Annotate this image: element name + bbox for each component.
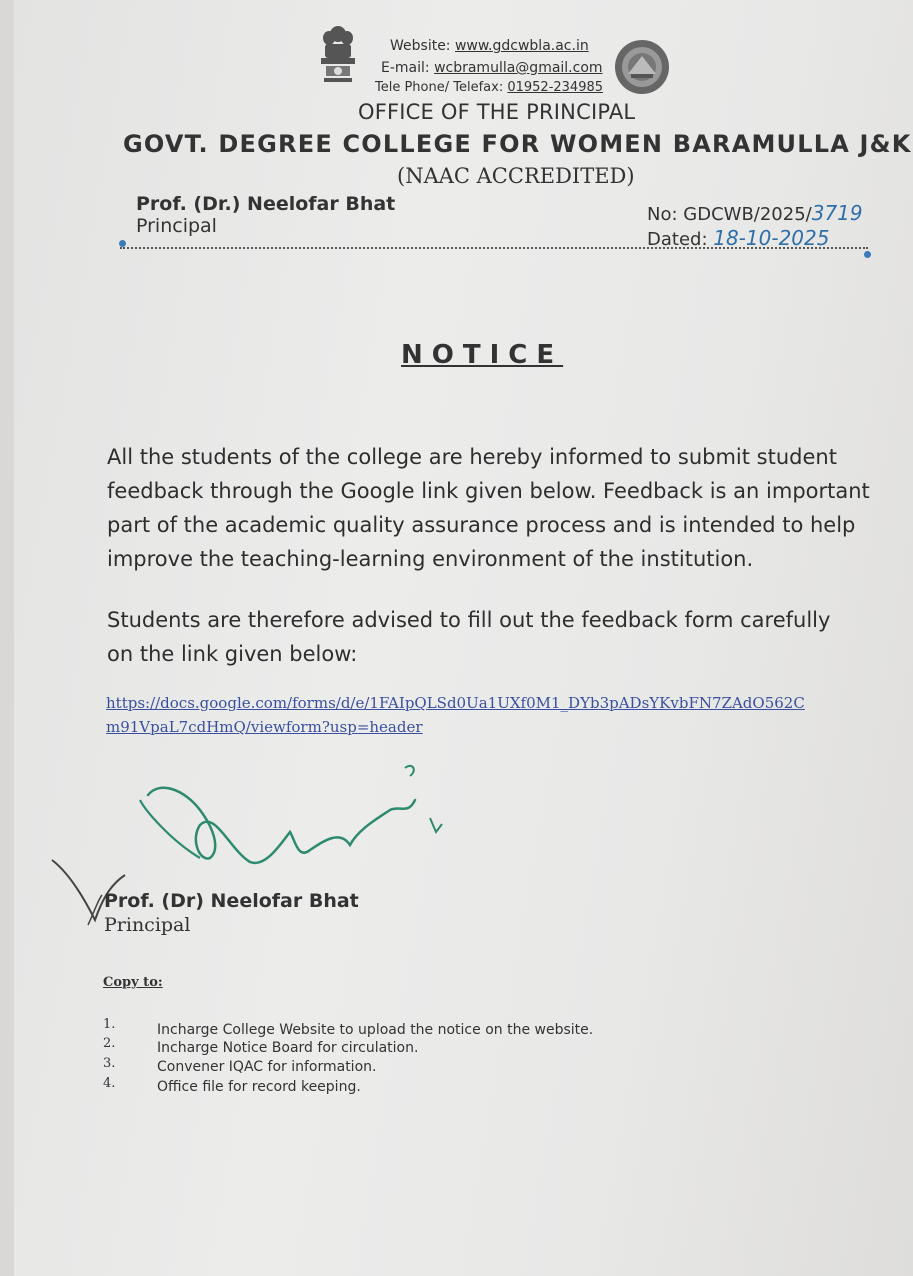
copy-item-number: 4. — [103, 1076, 116, 1091]
date-handwritten: 18-10-2025 — [713, 226, 830, 250]
copy-item: Office file for record keeping. — [157, 1079, 361, 1095]
copy-to-label: Copy to: — [103, 975, 163, 990]
website-link[interactable]: www.gdcwbla.ac.in — [454, 38, 589, 54]
copy-item-number: 2. — [103, 1036, 116, 1051]
feedback-form-link[interactable]: https://docs.google.com/forms/d/e/1FAIpQLSd0Ua1UXf0M1_DYb3pADsYKvbFN7ZAdO562C — [106, 694, 805, 712]
office-heading: OFFICE OF THE PRINCIPAL — [358, 100, 636, 124]
divider-dot-right — [864, 251, 871, 258]
email-line: E-mail: wcbramulla@gmail.com — [381, 60, 603, 76]
paragraph-line: improve the teaching-learning environment of the institution. — [107, 547, 754, 571]
phone-line: Tele Phone/ Telefax: 01952-234985 — [375, 80, 604, 95]
college-name: GOVT. DEGREE COLLEGE FOR WOMEN BARAMULLA J&K — [123, 130, 912, 158]
reference-handwritten: 3719 — [811, 201, 863, 225]
principal-name-header: Prof. (Dr.) Neelofar Bhat — [136, 193, 396, 215]
principal-title-header: Principal — [136, 215, 217, 237]
copy-item: Convener IQAC for information. — [157, 1059, 377, 1075]
email-link[interactable]: wcbramulla@gmail.com — [434, 60, 603, 76]
state-emblem-icon — [316, 24, 360, 88]
paragraph-line: Students are therefore advised to fill out the feedback form carefully — [107, 608, 831, 632]
paragraph-line: All the students of the college are hereby informed to submit student — [107, 445, 837, 469]
header-divider — [120, 247, 868, 249]
copy-item: Incharge College Website to upload the notice on the website. — [157, 1022, 594, 1038]
paragraph-line: on the link given below: — [107, 642, 358, 666]
accreditation: (NAAC ACCREDITED) — [397, 164, 635, 188]
paragraph-line: part of the academic quality assurance process and is intended to help — [107, 513, 856, 537]
copy-item-number: 3. — [103, 1056, 116, 1071]
copy-item-number: 1. — [103, 1017, 116, 1032]
paragraph-line: feedback through the Google link given below. Feedback is an important — [107, 479, 870, 503]
signatory-name: Prof. (Dr) Neelofar Bhat — [104, 890, 359, 912]
reference-number: No: GDCWB/2025/3719 — [647, 201, 863, 225]
website-line: Website: www.gdcwbla.ac.in — [390, 38, 589, 54]
notice-title: NOTICE — [401, 340, 564, 370]
college-seal-icon — [613, 38, 671, 96]
copy-item: Incharge Notice Board for circulation. — [157, 1040, 419, 1056]
feedback-form-link[interactable]: m91VpaL7cdHmQ/viewform?usp=header — [106, 718, 423, 736]
divider-dot-left — [119, 240, 126, 247]
signatory-title: Principal — [104, 914, 191, 936]
phone-number: 01952-234985 — [507, 80, 604, 95]
dated-line: Dated: 18-10-2025 — [647, 226, 830, 250]
